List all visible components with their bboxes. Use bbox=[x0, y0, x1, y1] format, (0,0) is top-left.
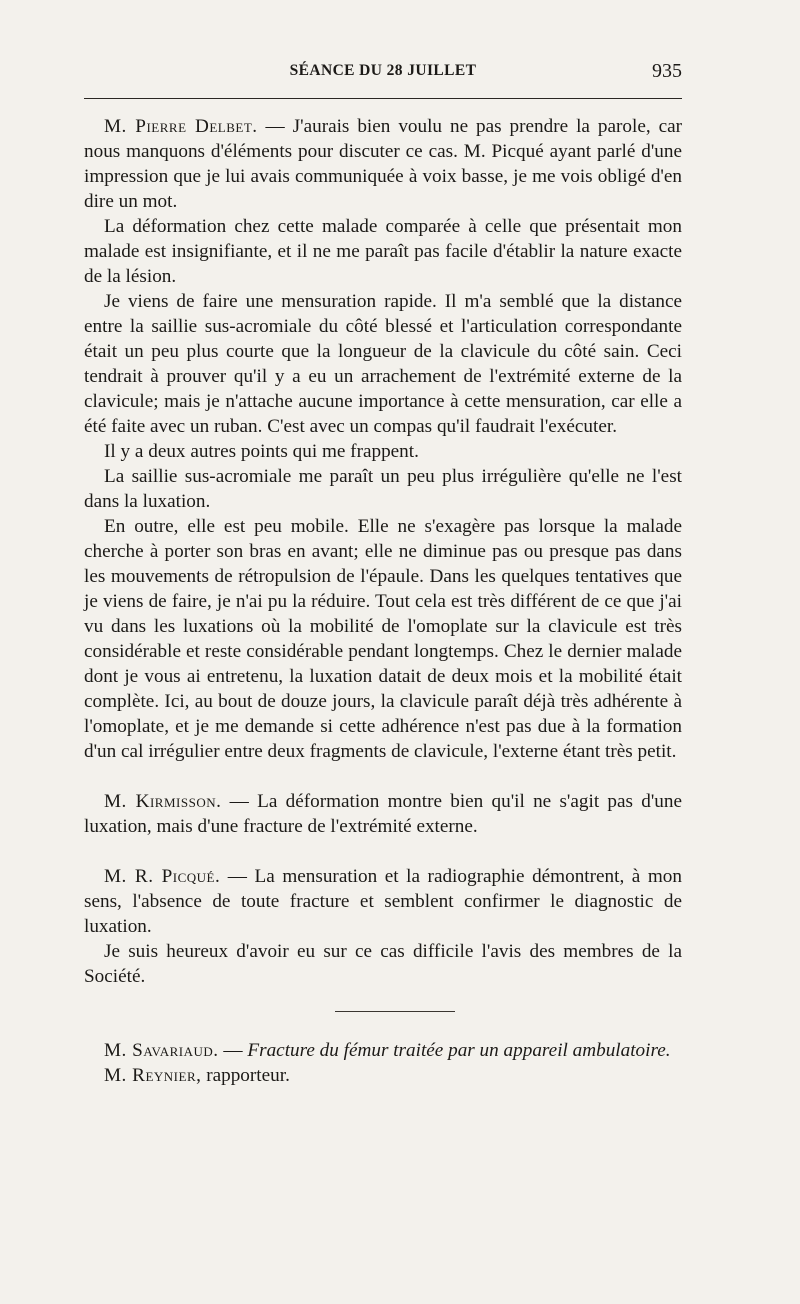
paragraph-text: La déformation chez cette malade comparée à celle que présentait mon malade est insignifiante, et il ne me paraît pas facile d'établir la nature exacte de la lésion. bbox=[84, 216, 682, 287]
paragraph-picque bbox=[84, 864, 682, 939]
paragraph bbox=[84, 439, 682, 464]
page-number: 935 bbox=[652, 60, 682, 82]
paragraph-text: En outre, elle est peu mobile. Elle ne s'exagère pas lorsque la malade cherche à porter son bras en avant; elle ne diminue pas ou presque pas dans les mouvements de rétropulsion de l'épaule. Dans les quelques tentatives que je viens de faire, je n'ai pu la réduire. Tout cela est très différent de ce que j'ai vu dans les luxations où la mobilité de l'omoplate sur la clavicule est très considérable et reste considérable pendant longtemps. Chez le dernier malade dont je vous ai entretenu, la luxation datait de deux mois et la mobilité était complète. Ici, au bout de douze jours, la clavicule paraît déjà très adhérente à l'omoplate, et je me demande si cette adhérence n'est pas due à la formation d'un cal irrégulier entre deux fragments de clavicule, l'externe étant très petit. bbox=[84, 516, 682, 762]
paragraph-kirmisson bbox=[84, 789, 682, 839]
paragraph-text: — La déformation montre bien qu'il ne s'agit pas d'une luxation, mais d'une fracture de l'extrémité externe. bbox=[84, 791, 683, 837]
section-separator bbox=[335, 1011, 455, 1013]
paragraph-text: Il y a deux autres points qui me frappent. bbox=[104, 441, 419, 462]
speaker-name: M. Pierre Delbet. bbox=[104, 116, 258, 137]
speaker-name: M. Reynier, bbox=[104, 1065, 202, 1086]
paragraph-delbet bbox=[84, 114, 682, 214]
paragraph-savariaud bbox=[84, 1038, 682, 1063]
paragraph-reynier bbox=[84, 1063, 682, 1088]
paragraph-text: rapporteur. bbox=[201, 1065, 290, 1086]
paragraph-text: La saillie sus-acromiale me paraît un peu plus irrégulière qu'elle ne l'est dans la luxation. bbox=[84, 466, 682, 512]
paragraph-text: — La mensuration et la radiographie démontrent, à mon sens, l'absence de toute fracture et semblent confirmer le diagnostic de luxation. bbox=[84, 866, 682, 937]
page-body bbox=[84, 114, 682, 1088]
paper-title: Fracture du fémur traitée par un appareil ambulatoire. bbox=[247, 1040, 671, 1061]
speaker-name: M. Savariaud. bbox=[104, 1040, 219, 1061]
paragraph bbox=[84, 214, 682, 289]
paragraph-text: — bbox=[218, 1040, 248, 1061]
paragraph bbox=[84, 939, 682, 989]
speaker-name: M. Kirmisson. bbox=[104, 791, 222, 812]
paragraph-text: — J'aurais bien voulu ne pas prendre la parole, car nous manquons d'éléments pour discuter ce cas. M. Picqué ayant parlé d'une impression que je lui avais communiquée à voix basse, je me vois obligé d'en dire un mot. bbox=[84, 116, 682, 212]
running-header bbox=[84, 60, 682, 86]
speaker-name: M. R. Picqué. bbox=[104, 866, 221, 887]
paragraph bbox=[84, 514, 682, 764]
header-rule bbox=[84, 98, 682, 99]
paragraph bbox=[84, 289, 682, 439]
paragraph-text: Je suis heureux d'avoir eu sur ce cas difficile l'avis des membres de la Société. bbox=[84, 941, 682, 987]
paragraph-text: Je viens de faire une mensuration rapide. Il m'a semblé que la distance entre la saillie sus-acromiale du côté blessé et l'articulation correspondante était un peu plus courte que la longueur de la clavicule du côté sain. Ceci tendrait à prouver qu'il y a eu un arrachement de l'extrémité externe de la clavicule; mais je n'attache aucune importance à cette mensuration, car elle a été faite avec un ruban. C'est avec un compas qu'il faudrait l'exécuter. bbox=[84, 291, 682, 437]
paragraph bbox=[84, 464, 682, 514]
running-title: SÉANCE DU 28 JUILLET bbox=[289, 62, 477, 79]
